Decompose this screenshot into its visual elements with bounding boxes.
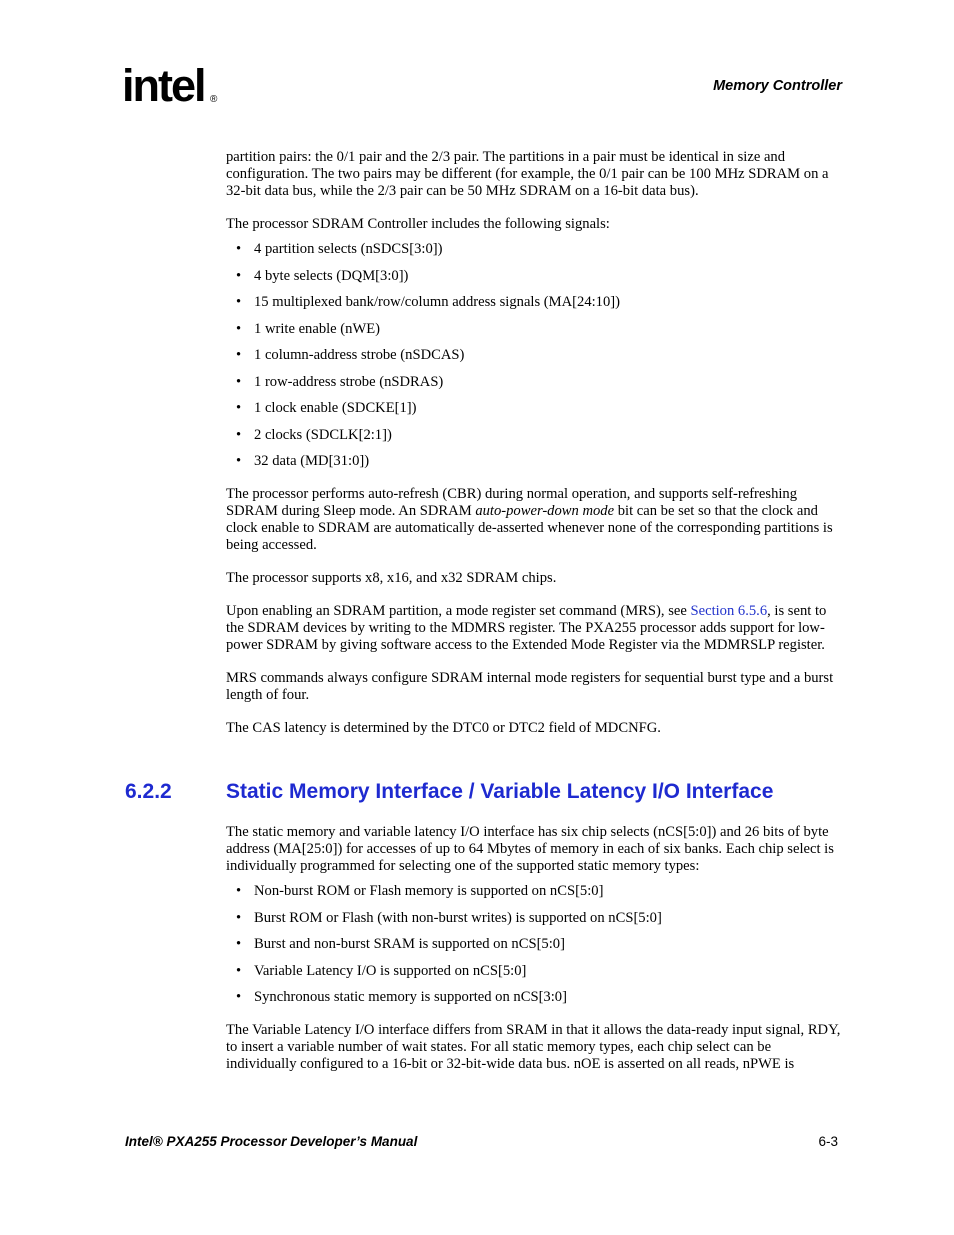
paragraph-chip-support: The processor supports x8, x16, and x32 SDRAM chips. bbox=[226, 570, 557, 586]
bullet-icon: • bbox=[236, 294, 242, 310]
list-item: • 2 clocks (SDCLK[2:1]) bbox=[236, 426, 392, 443]
signals-list bbox=[226, 241, 842, 470]
list-item: • 1 write enable (nWE) bbox=[236, 320, 381, 337]
registered-mark: ® bbox=[210, 94, 218, 105]
list-item: • Non-burst ROM or Flash memory is supported on nCS[5:0] bbox=[236, 883, 604, 899]
bullet-icon: • bbox=[236, 962, 242, 979]
paragraph-cas-latency: The CAS latency is determined by the DTC0 or DTC2 field of MDCNFG. bbox=[226, 720, 661, 736]
bullet-icon: • bbox=[236, 989, 242, 1005]
bullet-icon: • bbox=[236, 400, 242, 416]
paragraph-variable-latency: The Variable Latency I/O interface differs from SRAM in that it allows the data-ready input signal, RDY, to insert a variable number of wait states. For all static memory types, each chip select can be individually configured to a 16-bit or 32-bit-wide data bus. nOE is asserted on all reads, nPWE is bbox=[226, 1022, 841, 1072]
bullet-icon: • bbox=[236, 320, 242, 337]
list-item: • 15 multiplexed bank/row/column address signals (MA[24:10]) bbox=[236, 294, 620, 310]
bullet-icon: • bbox=[236, 426, 242, 443]
main-text-block bbox=[226, 149, 842, 753]
bullet-icon: • bbox=[236, 347, 242, 363]
paragraph-static-memory: The static memory and variable latency I/O interface has six chip selects (nCS[5:0]) and 26 bits of byte address (MA[25:0]) for accesses of up to 64 Mbytes of memory in each of six banks. Each chip select is individually programmed for selecting one of the supported static memory types: bbox=[226, 824, 834, 874]
paragraph-auto-refresh: The processor performs auto-refresh (CBR) during normal operation, and supports self-refreshing SDRAM during Sleep mode. An SDRAM auto-power-down mode bit can be set so that the clock and clock enable to SDRAM are automatically de-asserted whenever none of the corresponding partitions is being accessed. bbox=[226, 486, 833, 553]
footer-page-number: 6-3 bbox=[818, 1134, 838, 1149]
bullet-icon: • bbox=[236, 883, 242, 899]
paragraph-mrs: Upon enabling an SDRAM partition, a mode register set command (MRS), see Section 6.5.6, is sent to the SDRAM devices by writing to the MDMRS register. The PXA255 processor adds support for low-power SDRAM by giving software access to the Extended Mode Register via the MDMRSLP register. bbox=[226, 603, 827, 653]
section-number: 6.2.2 bbox=[125, 780, 172, 803]
list-item: • Synchronous static memory is supported on nCS[3:0] bbox=[236, 989, 567, 1005]
intel-logo bbox=[122, 60, 222, 118]
bullet-icon: • bbox=[236, 909, 242, 926]
bullet-icon: • bbox=[236, 267, 242, 284]
section-text-block bbox=[226, 824, 842, 1089]
paragraph-mrs-burst: MRS commands always configure SDRAM internal mode registers for sequential burst type and a burst length of four. bbox=[226, 670, 834, 703]
bullet-icon: • bbox=[236, 453, 242, 469]
footer-manual-title: Intel® PXA255 Processor Developer’s Manual bbox=[125, 1134, 418, 1149]
paragraph-partition-pairs: partition pairs: the 0/1 pair and the 2/3 pair. The partitions in a pair must be identical in size and configuration. The two pairs may be different (for example, the 0/1 pair can be 100 MHz SDRAM on a 32-bit data bus, while the 2/3 pair can be 50 MHz SDRAM on a 16-bit data bus). bbox=[226, 149, 829, 199]
section-title: Static Memory Interface / Variable Latency I/O Interface bbox=[226, 780, 774, 803]
emphasis-auto-power-down: auto-power-down mode bbox=[475, 503, 615, 519]
memory-types-list bbox=[226, 883, 842, 1006]
list-item: • 1 row-address strobe (nSDRAS) bbox=[236, 373, 444, 390]
paragraph-signals-intro: The processor SDRAM Controller includes the following signals: bbox=[226, 216, 610, 232]
list-item: • 4 partition selects (nSDCS[3:0]) bbox=[236, 241, 443, 257]
section-heading bbox=[125, 780, 845, 804]
list-item: • Burst ROM or Flash (with non-burst writes) is supported on nCS[5:0] bbox=[236, 909, 662, 926]
list-item: • 4 byte selects (DQM[3:0]) bbox=[236, 267, 409, 284]
list-item: • 1 column-address strobe (nSDCAS) bbox=[236, 347, 465, 363]
list-item: • Burst and non-burst SRAM is supported on nCS[5:0] bbox=[236, 936, 565, 952]
running-header-title: Memory Controller bbox=[713, 78, 842, 94]
bullet-icon: • bbox=[236, 936, 242, 952]
logo-wordmark: intel bbox=[122, 60, 205, 111]
list-item: • Variable Latency I/O is supported on nCS[5:0] bbox=[236, 962, 527, 979]
list-item: • 1 clock enable (SDCKE[1]) bbox=[236, 400, 417, 416]
section-6-5-6-link[interactable]: Section 6.5.6 bbox=[690, 603, 768, 619]
list-item: • 32 data (MD[31:0]) bbox=[236, 453, 370, 469]
bullet-icon: • bbox=[236, 241, 242, 257]
bullet-icon: • bbox=[236, 373, 242, 390]
